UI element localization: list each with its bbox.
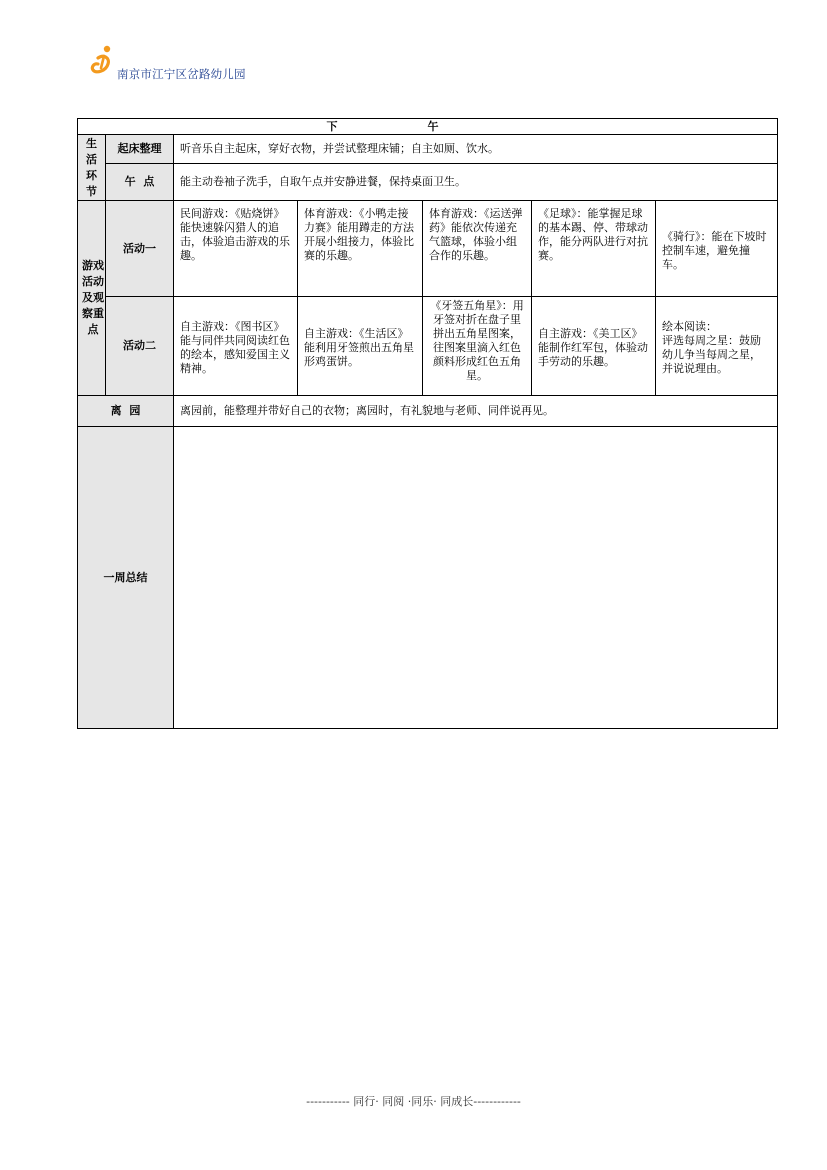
activity1-label: 活动一 [106, 201, 174, 297]
activity1-cell: 民间游戏：《贴烧饼》能快速躲闪猎人的追击，体验追击游戏的乐趣。 [174, 201, 298, 297]
summary-label: 一周总结 [78, 427, 174, 729]
activity1-row [78, 201, 778, 297]
period-header: 下午 [78, 119, 778, 135]
life-section-text: 生活环节 [86, 136, 97, 198]
activity1-cell: 《足球》：能掌握足球的基本踢、停、带球动作，能分两队进行对抗赛。 [532, 201, 656, 297]
wake-label: 起床整理 [106, 135, 174, 164]
games-section-text: 游戏活动及观察重点 [82, 259, 104, 336]
activity2-label: 活动二 [106, 297, 174, 396]
school-name: 南京市江宁区岔路幼儿园 [117, 67, 246, 81]
footer-slogan: ----------- 同行· 同阅 ·同乐· 同成长------------ [306, 1095, 521, 1108]
activity1-cell: 体育游戏：《运送弹药》能依次传递充气篮球，体验小组合作的乐趣。 [423, 201, 532, 297]
activity2-cell: 自主游戏：《生活区》能利用牙签煎出五角星形鸡蛋饼。 [298, 297, 423, 396]
school-logo-icon [90, 44, 118, 80]
afternoon-schedule-table [77, 118, 778, 729]
activity2-row [78, 297, 778, 396]
activity2-cell: 自主游戏：《图书区》能与同伴共同阅读红色的绘本，感知爱国主义精神。 [174, 297, 298, 396]
leave-text: 离园前，能整理并带好自己的衣物；离园时，有礼貌地与老师、同伴说再见。 [174, 396, 778, 427]
activity2-cell: 绘本阅读： 评选每周之星：鼓励幼儿争当每周之星，并说说理由。 [656, 297, 778, 396]
leave-label: 离 园 [78, 396, 174, 427]
snack-text: 能主动卷袖子洗手，自取午点并安静进餐，保持桌面卫生。 [174, 164, 778, 201]
activity1-cell: 体育游戏：《小鸭走接力赛》能用蹲走的方法开展小组接力，体验比赛的乐趣。 [298, 201, 423, 297]
wake-text: 听音乐自主起床，穿好衣物，并尝试整理床铺；自主如厕、饮水。 [174, 135, 778, 164]
games-section-label [78, 201, 106, 396]
snack-label: 午 点 [106, 164, 174, 201]
period-header-row [78, 119, 778, 135]
activity2-cell: 自主游戏：《美工区》能制作红军包，体验动手劳动的乐趣。 [532, 297, 656, 396]
activity2-cell: 《牙签五角星》：用牙签对折在盘子里拼出五角星图案，往图案里滴入红色颜料形成红色五角星。 [423, 297, 532, 396]
summary-row [78, 427, 778, 729]
school-logo [90, 44, 290, 84]
life-section-label [78, 135, 106, 201]
wake-row [78, 135, 778, 164]
leave-row [78, 396, 778, 427]
activity1-cell: 《骑行》：能在下坡时控制车速，避免撞车。 [656, 201, 778, 297]
summary-text[interactable] [174, 427, 778, 729]
snack-row [78, 164, 778, 201]
